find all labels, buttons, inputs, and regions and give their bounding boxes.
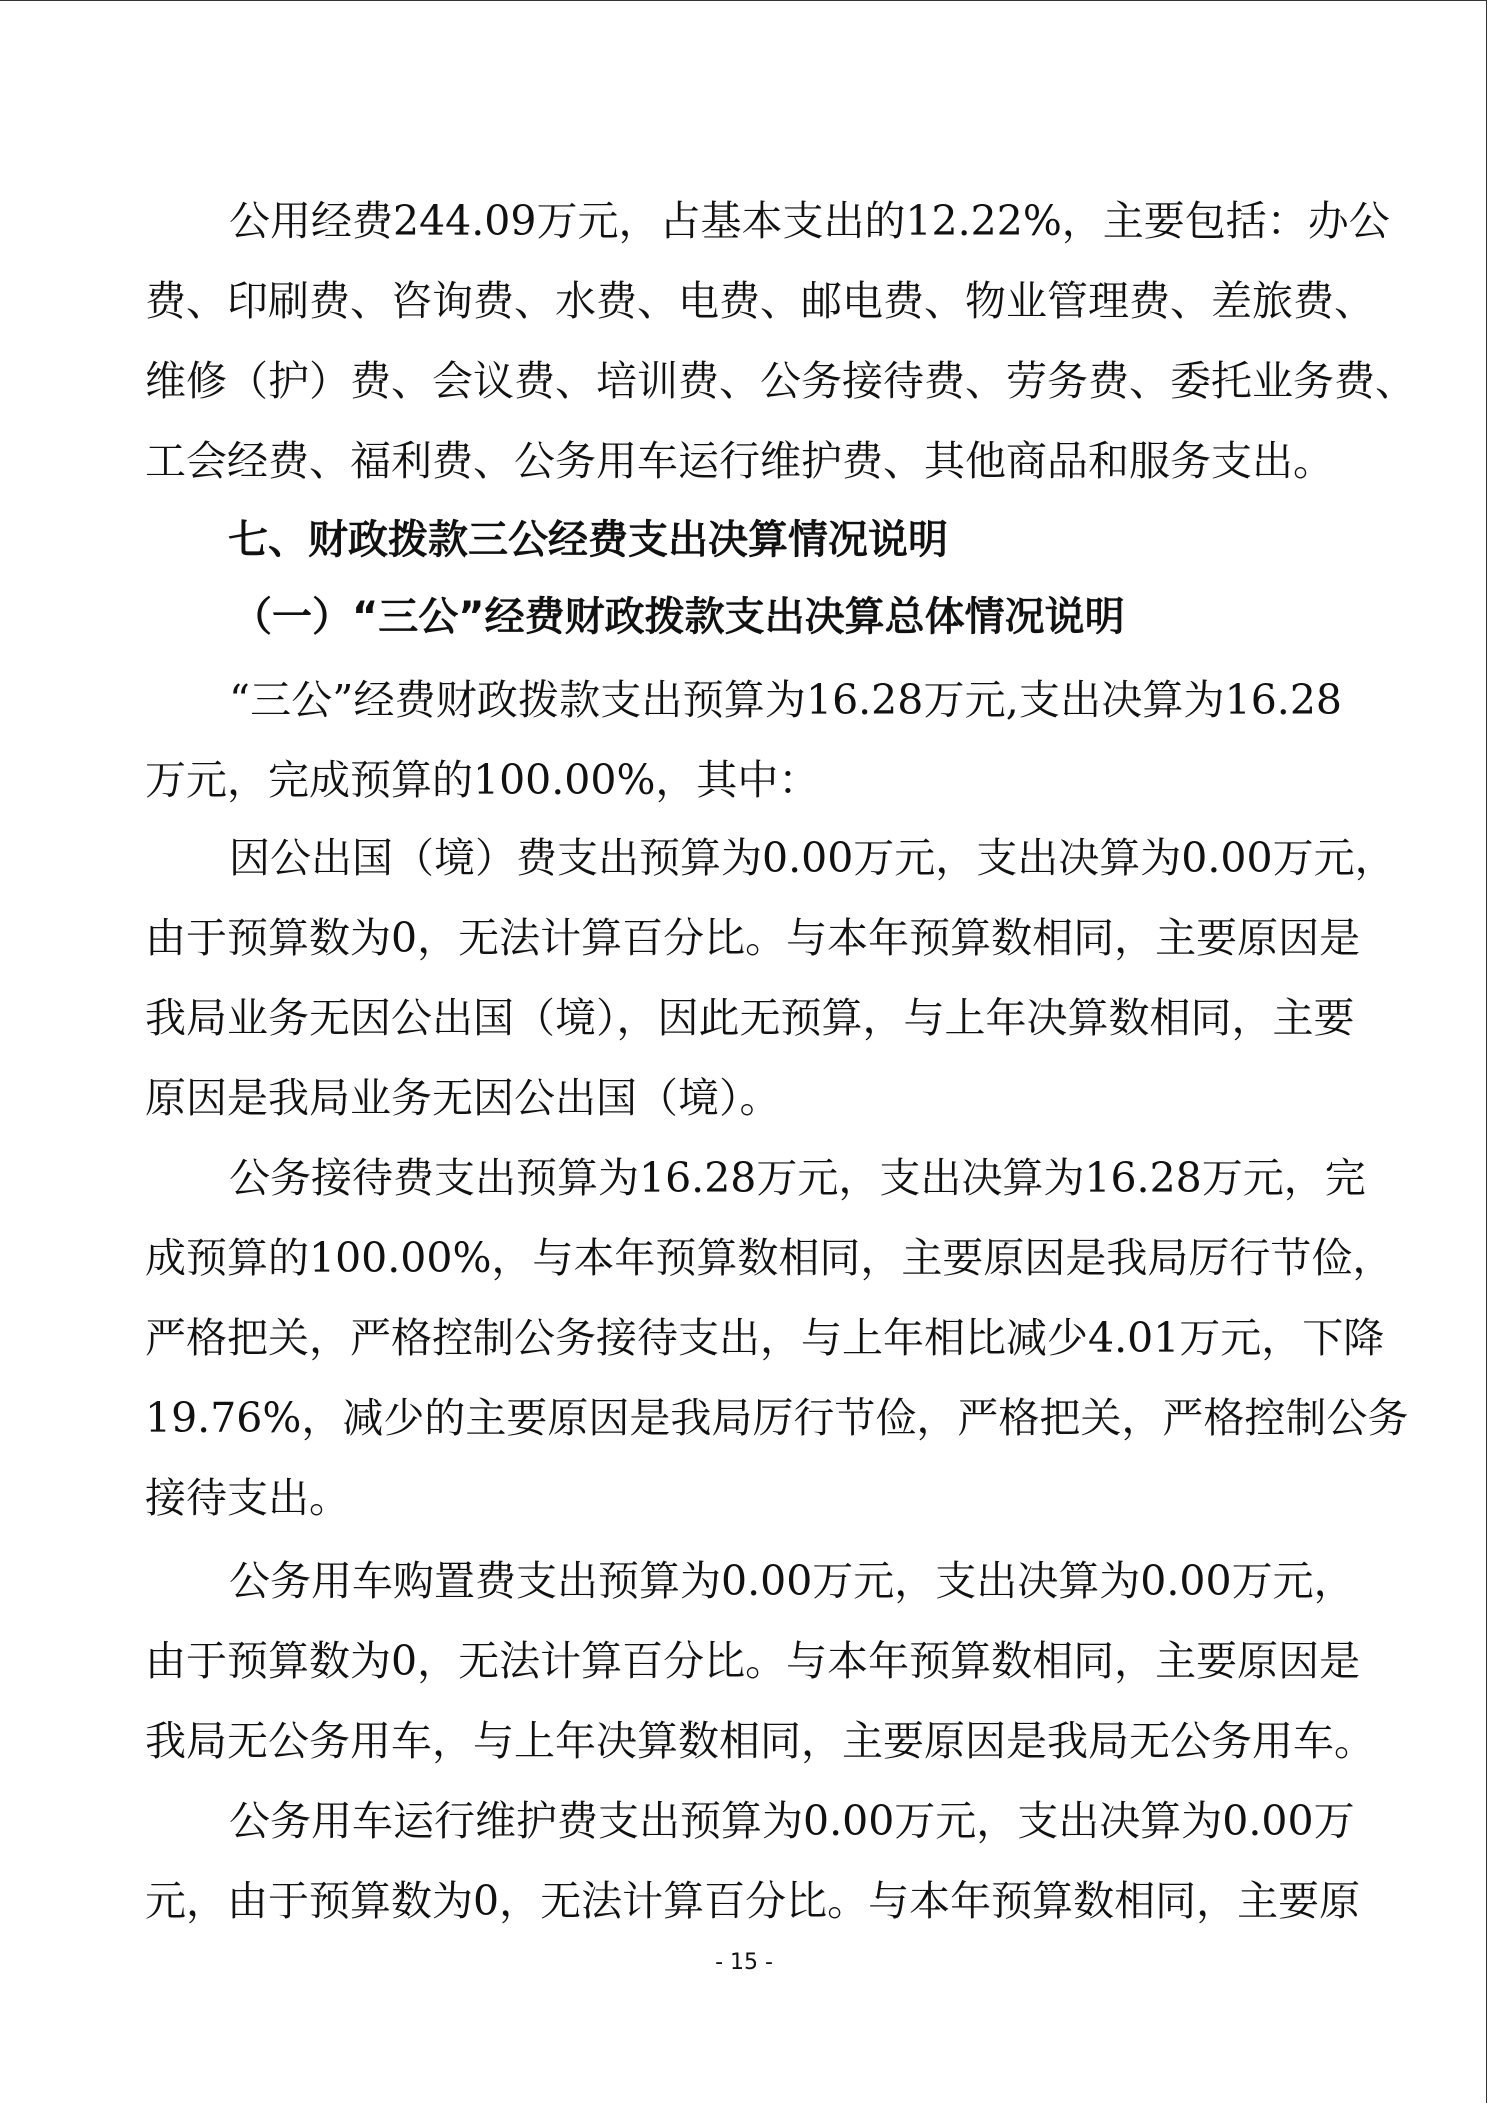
subsection-heading: （一）“三公”经费财政拨款支出决算总体情况说明 [232,594,1125,640]
text-line: 工会经费、福利费、公务用车运行维护费、其他商品和服务支出。 [145,437,1334,485]
text-line: 成预算的100.00%，与本年预算数相同，主要原因是我局厉行节俭， [145,1234,1394,1282]
text-line: 接待支出。 [145,1474,350,1522]
page-number: - 15 - [715,1950,773,1975]
paragraph-vehicle-purchase [145,1541,1375,1781]
text-line: 严格把关，严格控制公务接待支出，与上年相比减少4.01万元，下降 [145,1314,1385,1362]
text-line: 由于预算数为0，无法计算百分比。与本年预算数相同，主要原因是 [145,914,1361,962]
text-line: 我局业务无因公出国（境），因此无预算，与上年决算数相同，主要 [145,994,1355,1042]
text-line: 万元，完成预算的100.00%，其中： [145,756,820,804]
text-line: 费、印刷费、咨询费、水费、电费、邮电费、物业管理费、差旅费、 [145,277,1375,325]
text-line: 原因是我局业务无因公出国（境）。 [145,1074,781,1122]
section-heading: 七、财政拨款三公经费支出决算情况说明 [228,517,948,563]
text-line: 公务接待费支出预算为16.28万元，支出决算为16.28万元，完 [229,1154,1366,1202]
text-line: 公务用车购置费支出预算为0.00万元，支出决算为0.00万元， [229,1557,1355,1605]
text-line: 公用经费244.09万元，占基本支出的12.22%，主要包括：办公 [229,197,1390,245]
paragraph-vehicle-maintenance [145,1781,1361,1941]
text-line: 公务用车运行维护费支出预算为0.00万元，支出决算为0.00万 [229,1797,1355,1845]
paragraph-public-expenses [145,181,1416,501]
text-line: 19.76%，减少的主要原因是我局厉行节俭，严格把关，严格控制公务 [145,1394,1409,1442]
text-line: 因公出国（境）费支出预算为0.00万元，支出决算为0.00万元， [229,834,1396,882]
paragraph-overseas-travel [145,818,1396,1138]
text-line: 由于预算数为0，无法计算百分比。与本年预算数相同，主要原因是 [145,1637,1361,1685]
text-line: 我局无公务用车，与上年决算数相同，主要原因是我局无公务用车。 [145,1717,1375,1765]
text-line: “三公”经费财政拨款支出预算为16.28万元,支出决算为16.28 [229,676,1342,724]
text-line: 元，由于预算数为0，无法计算百分比。与本年预算数相同，主要原 [145,1877,1361,1925]
paragraph-three-public-total [145,660,1342,820]
text-line: 维修（护）费、会议费、培训费、公务接待费、劳务费、委托业务费、 [145,357,1416,405]
paragraph-official-reception [145,1138,1409,1538]
